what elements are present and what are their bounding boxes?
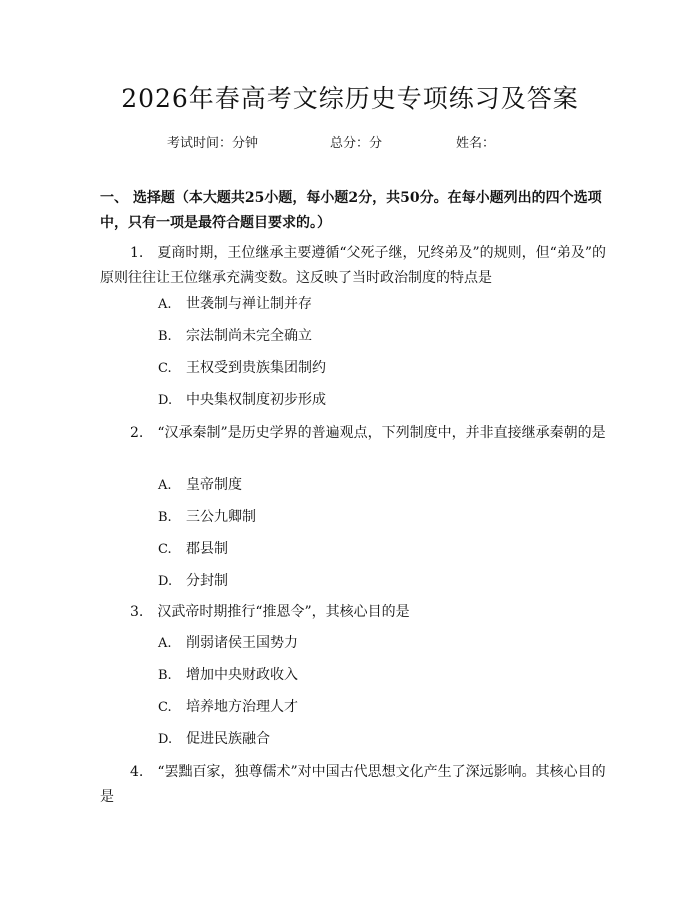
- option-letter: C.: [158, 700, 172, 715]
- name-field: [456, 131, 495, 156]
- option-3a[interactable]: [158, 632, 298, 655]
- section-heading: 一、 选择题（本大题共25小题，每小题2分，共50分。在每小题列出的四个选项中，只有一项是最符合题目要求的。）: [100, 190, 602, 231]
- name-label: 姓名：: [456, 136, 496, 151]
- option-letter: B.: [158, 510, 172, 525]
- option-text: 郡县制: [186, 541, 228, 557]
- option-text: 三公九卿制: [186, 509, 256, 525]
- question-number: 4.: [130, 764, 144, 780]
- option-2b[interactable]: [158, 506, 256, 529]
- option-3b[interactable]: [158, 664, 298, 687]
- option-letter: B.: [158, 329, 172, 344]
- option-letter: B.: [158, 668, 172, 683]
- total-score-unit: 分: [369, 136, 383, 151]
- option-text: 王权受到贵族集团制约: [186, 360, 326, 376]
- exam-time-unit: 分钟: [232, 136, 259, 151]
- question-3: [100, 600, 606, 625]
- option-1a[interactable]: [158, 293, 312, 316]
- option-text: 增加中央财政收入: [186, 667, 298, 683]
- option-letter: A.: [158, 297, 172, 312]
- option-text: 分封制: [186, 573, 228, 589]
- question-stem: 夏商时期，王位继承主要遵循“父死子继，兄终弟及”的规则，但“弟及”的原则往往让王位继承充满变数。这反映了当时政治制度的特点是: [100, 245, 606, 286]
- option-letter: D.: [158, 574, 173, 589]
- exam-time-label: 考试时间：: [167, 136, 233, 151]
- question-1: [100, 241, 606, 291]
- option-text: 培养地方治理人才: [186, 699, 298, 715]
- option-text: 促进民族融合: [186, 731, 270, 747]
- question-stem: 汉武帝时期推行“推恩令”，其核心目的是: [157, 604, 410, 620]
- option-letter: C.: [158, 361, 172, 376]
- option-1c[interactable]: [158, 357, 326, 380]
- option-2c[interactable]: [158, 538, 228, 561]
- option-text: 皇帝制度: [186, 477, 242, 493]
- option-text: 世袭制与禅让制并存: [186, 296, 312, 312]
- exam-info-line: [0, 131, 700, 155]
- option-1d[interactable]: [158, 389, 326, 412]
- question-number: 1.: [130, 245, 144, 261]
- option-letter: D.: [158, 732, 173, 747]
- exam-time-field: [167, 131, 258, 156]
- option-letter: A.: [158, 636, 172, 651]
- option-letter: A.: [158, 478, 172, 493]
- option-2d[interactable]: [158, 570, 228, 593]
- document-title: 2026年春高考文综历史专项练习及答案: [121, 84, 579, 113]
- total-score-label: 总分：: [330, 136, 370, 151]
- option-3c[interactable]: [158, 696, 298, 719]
- option-text: 削弱诸侯王国势力: [186, 635, 298, 651]
- question-2: [100, 421, 606, 446]
- option-letter: C.: [158, 542, 172, 557]
- question-number: 2.: [130, 425, 144, 441]
- total-score-field: [330, 131, 382, 156]
- option-1b[interactable]: [158, 325, 312, 348]
- question-number: 3.: [130, 604, 144, 620]
- option-2a[interactable]: [158, 474, 242, 497]
- option-letter: D.: [158, 393, 173, 408]
- question-4: [100, 760, 606, 810]
- question-stem: “罢黜百家，独尊儒术”对中国古代思想文化产生了深远影响。其核心目的是: [100, 764, 606, 805]
- option-text: 中央集权制度初步形成: [186, 392, 326, 408]
- question-stem: “汉承秦制”是历史学界的普遍观点，下列制度中，并非直接继承秦朝的是: [157, 425, 606, 441]
- option-text: 宗法制尚未完全确立: [186, 328, 312, 344]
- option-3d[interactable]: [158, 728, 270, 751]
